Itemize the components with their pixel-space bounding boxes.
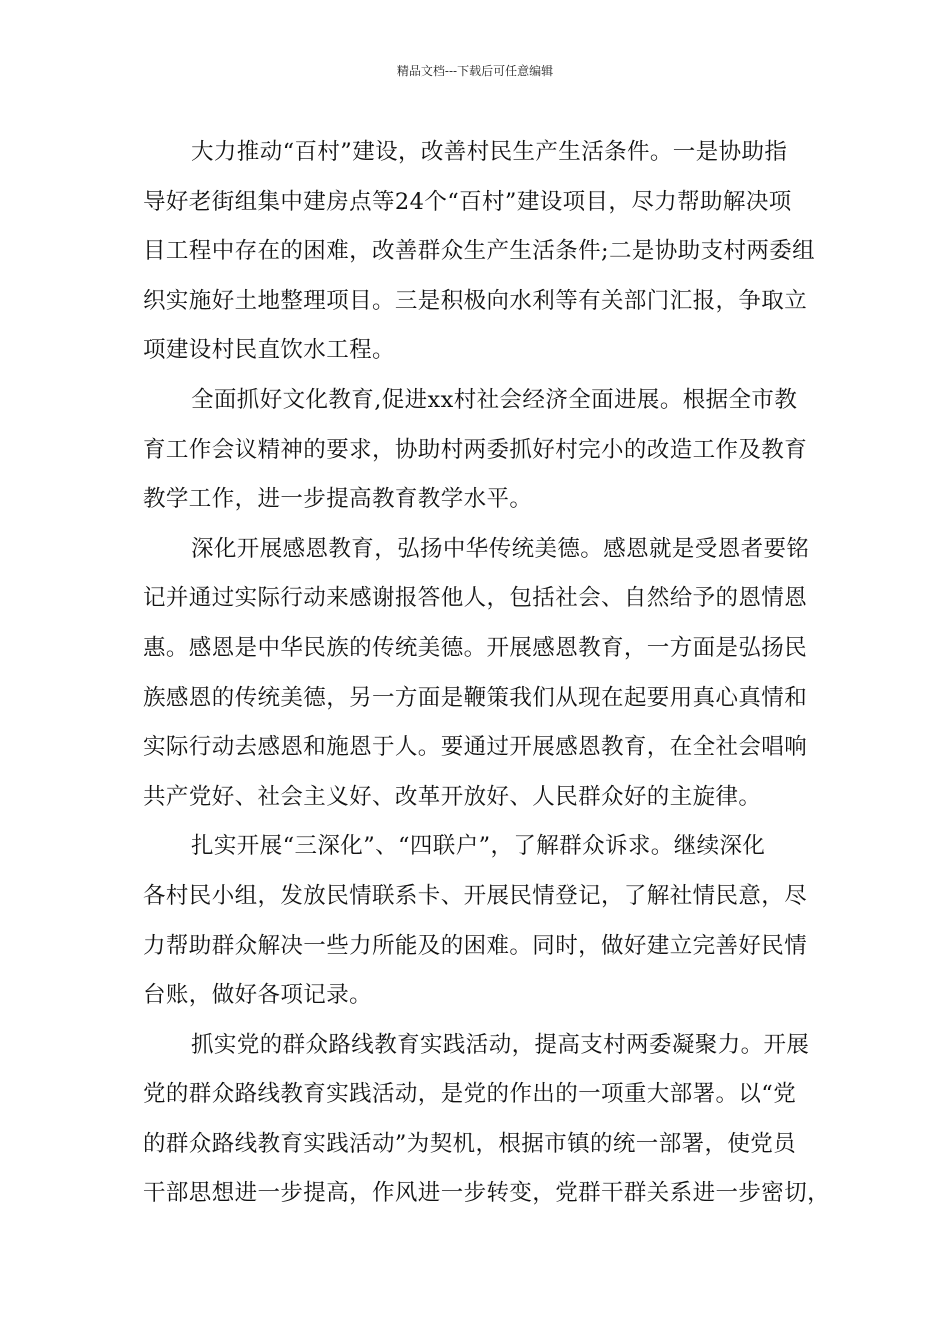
paragraph-sanshenhua: [143, 822, 815, 1020]
text-line: 目工程中存在的困难，改善群众生产生活条件;二是协助支村两委组: [143, 238, 816, 265]
paragraph-mass-line: [143, 1021, 831, 1219]
text-line: 记并通过实际行动来感谢报答他人，包括社会、自然给予的恩情恩: [143, 585, 808, 612]
text-line: 扎实开展“三深化”、“四联户”，了解群众诉求。继续深化: [191, 833, 766, 860]
text-line: 干部思想进一步提高，作风进一步转变，党群干群关系进一步密切，: [143, 1180, 831, 1207]
paragraph-gratitude: [143, 525, 815, 823]
document-body: [143, 128, 831, 1219]
text-line: 惠。感恩是中华民族的传统美德。开展感恩教育，一方面是弘扬民: [143, 634, 808, 661]
text-line: 全面抓好文化教育,促进xx村社会经济全面进展。根据全市教: [191, 386, 798, 413]
text-line: 各村民小组，发放民情联系卡、开展民情登记，了解社情民意，尽: [143, 882, 808, 909]
text-line: 的群众路线教育实践活动”为契机，根据市镇的统一部署，使党员: [143, 1130, 797, 1157]
text-line: 族感恩的传统美德，另一方面是鞭策我们从现在起要用真心真情和: [143, 684, 808, 711]
text-line: 项建设村民直饮水工程。: [143, 337, 395, 364]
text-line: 大力推动“百村”建设，改善村民生产生活条件。一是协助指: [191, 139, 788, 165]
text-line: 抓实党的群众路线教育实践活动，提高支村两委凝聚力。开展: [191, 1031, 810, 1058]
text-line: 教学工作，进一步提高教育教学水平。: [143, 486, 533, 513]
paragraph-education: [143, 376, 815, 525]
text-line: 深化开展感恩教育，弘扬中华传统美德。感恩就是受恩者要铭: [191, 535, 810, 562]
text-line: 实际行动去感恩和施恩于人。要通过开展感恩教育，在全社会唱响: [143, 734, 808, 761]
text-line: 织实施好土地整理项目。三是积极向水利等有关部门汇报，争取立: [143, 287, 808, 314]
text-line: 力帮助群众解决一些力所能及的困难。同时，做好建立完善好民情: [143, 932, 808, 959]
text-line: 育工作会议精神的要求，协助村两委抓好村完小的改造工作及教育: [143, 436, 808, 463]
paragraph-baicun: [143, 128, 815, 376]
text-line: 党的群众路线教育实践活动，是党的作出的一项重大部署。以“党: [143, 1081, 797, 1108]
text-line: 共产党好、社会主义好、改革开放好、人民群众好的主旋律。: [143, 783, 762, 810]
text-line: 台账，做好各项记录。: [143, 982, 373, 1009]
text-line: 导好老街组集中建房点等24个“百村”建设项目，尽力帮助解决项: [143, 188, 792, 215]
page-header: 精品文档---下载后可任意编辑: [396, 64, 554, 78]
